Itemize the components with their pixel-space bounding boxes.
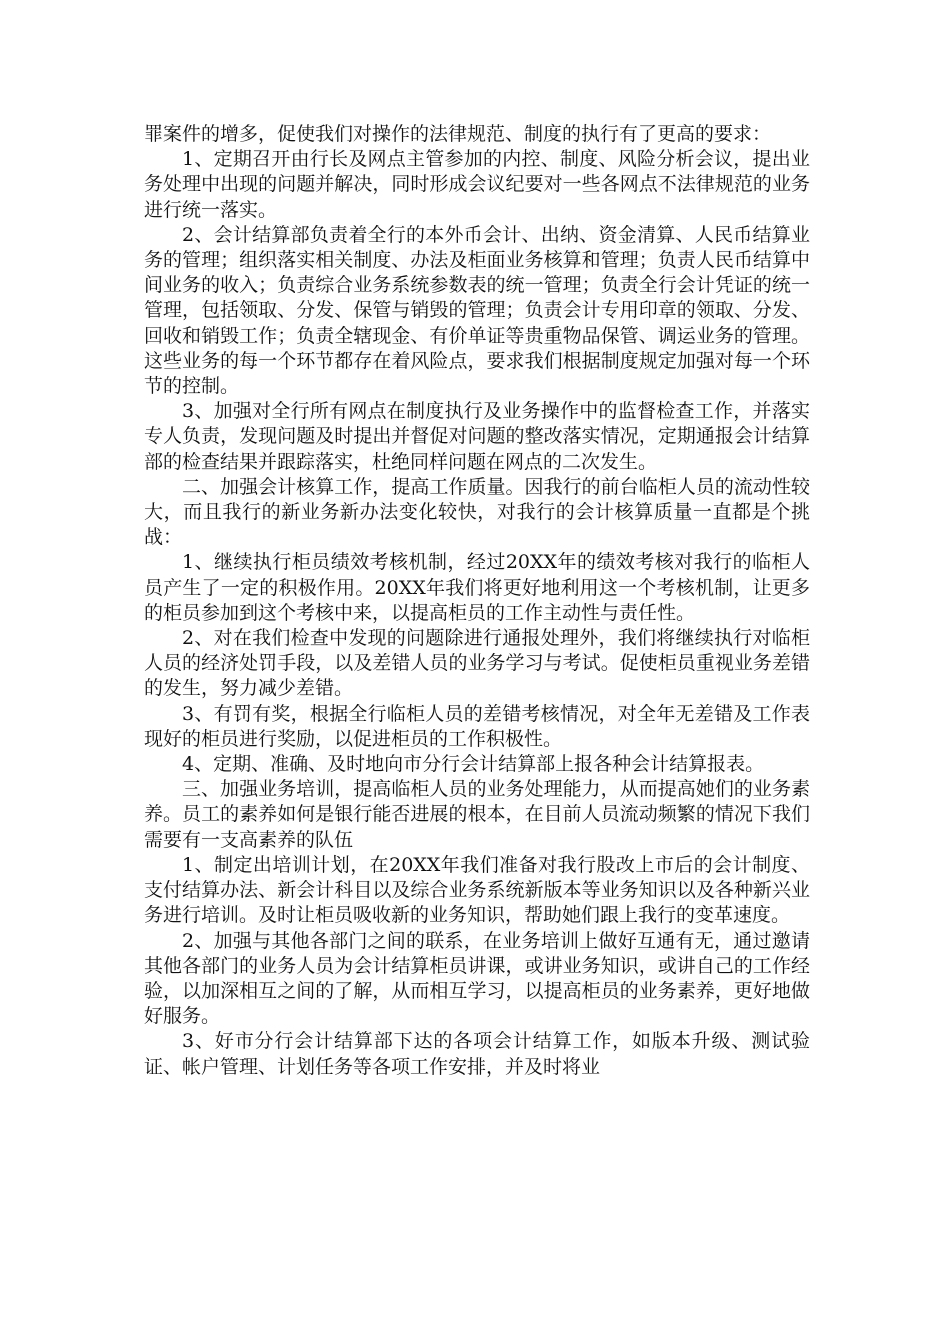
paragraph-item-2-3: 3、有罚有奖，根据全行临柜人员的差错考核情况，对全年无差错及工作表现好的柜员进行奖励，以促进柜员的工作积极性。 [144,702,810,750]
paragraph-continuation: 罪案件的增多，促使我们对操作的法律规范、制度的执行有了更高的要求： [144,123,772,145]
paragraph-item-2: 2、会计结算部负责着全行的本外币会计、出纳、资金清算、人民币结算业务的管理；组织落实相关制度、办法及柜面业务核算和管理；负责人民币结算中间业务的收入；负责综合业务系统参数表的统一管理；负责全行会计凭证的统一管理，包括领取、分发、保管与销毁的管理；负责会计专用印章的领取、分发、回收和销毁工作；负责全辖现金、有价单证等贵重物品保管、调运业务的管理。这些业务的每一个环节都存在着风险点，要求我们根据制度规定加强对每一个环节的控制。 [144,223,810,398]
paragraph-item-1: 1、定期召开由行长及网点主管参加的内控、制度、风险分析会议，提出业务处理中出现的问题并解决，同时形成会议纪要对一些各网点不法律规范的业务进行统一落实。 [144,148,810,221]
paragraph-item-2-2: 2、对在我们检查中发现的问题除进行通报处理外，我们将继续执行对临柜人员的经济处罚手段，以及差错人员的业务学习与考试。促使柜员重视业务差错的发生，努力减少差错。 [144,627,810,700]
paragraph-item-2-1: 1、继续执行柜员绩效考核机制，经过20XX年的绩效考核对我行的临柜人员产生了一定的积极作用。20XX年我们将更好地利用这一个考核机制，让更多的柜员参加到这个考核中来，以提高柜员的工作主动性与责任性。 [144,551,810,624]
section-heading-3: 三、加强业务培训，提高临柜人员的业务处理能力，从而提高她们的业务素养。员工的素养如何是银行能否进展的根本，在目前人员流动频繁的情况下我们需要有一支高素养的队伍 [144,778,810,851]
document-body [144,122,810,1080]
paragraph-item-3-1: 1、制定出培训计划，在20XX年我们准备对我行股改上市后的会计制度、支付结算办法、新会计科目以及综合业务系统新版本等业务知识以及各种新兴业务进行培训。及时让柜员吸收新的业务知识，帮助她们跟上我行的变革速度。 [144,853,810,927]
paragraph-item-3: 3、加强对全行所有网点在制度执行及业务操作中的监督检查工作，并落实专人负责，发现问题及时提出并督促对问题的整改落实情况，定期通报会计结算部的检查结果并跟踪落实，杜绝同样问题在网点的二次发生。 [144,400,810,473]
paragraph-item-3-2: 2、加强与其他各部门之间的联系，在业务培训上做好互通有无，通过邀请其他各部门的业务人员为会计结算柜员讲课，或讲业务知识，或讲自己的工作经验，以加深相互之间的了解，从而相互学习，以提高柜员的业务素养，更好地做好服务。 [144,929,810,1028]
section-heading-2: 二、加强会计核算工作，提高工作质量。因我行的前台临柜人员的流动性较大，而且我行的新业务新办法变化较快，对我行的会计核算质量一直都是个挑战： [144,475,810,549]
paragraph-item-2-4: 4、定期、准确、及时地向市分行会计结算部上报各种会计结算报表。 [182,753,765,776]
paragraph-item-3-3: 3、好市分行会计结算部下达的各项会计结算工作，如版本升级、测试验证、帐户管理、计划任务等各项工作安排，并及时将业 [144,1030,810,1078]
